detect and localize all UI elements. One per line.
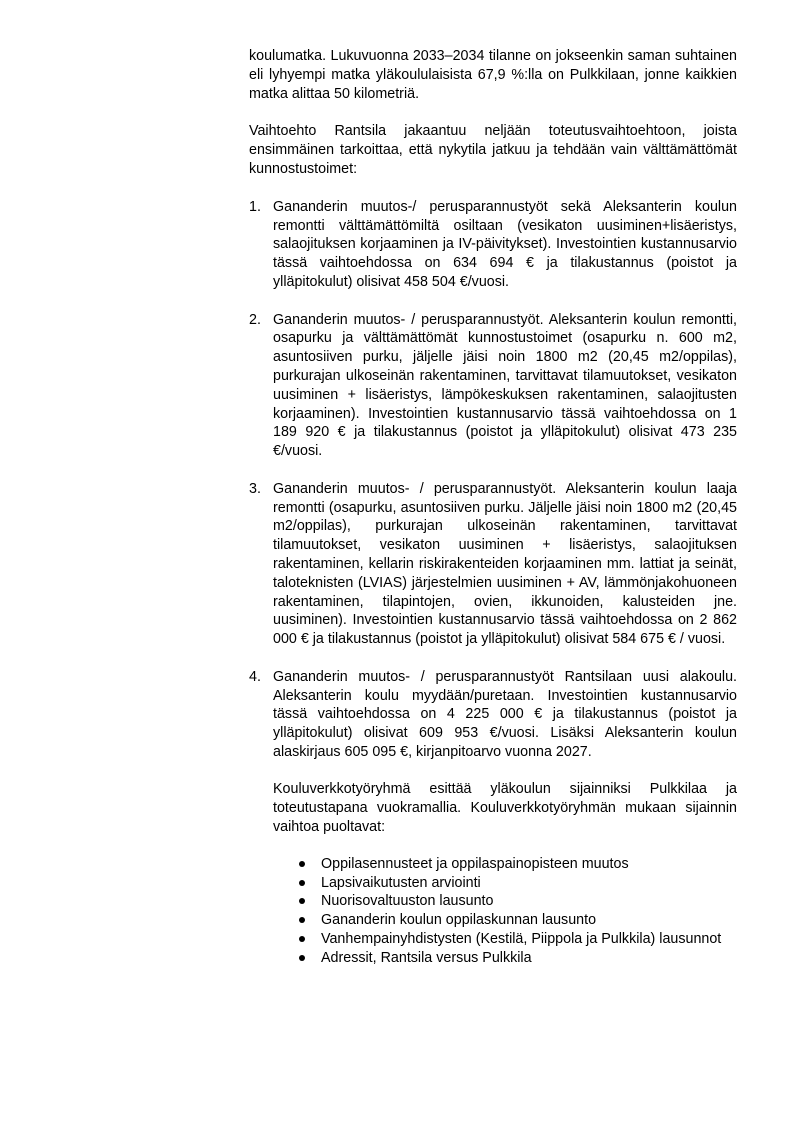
option-text: Gananderin muutos- / perusparannustyöt. Aleksanterin koulun remontti, osapurku ja välttämättömät kunnostustoimet (osapurku n. 600 m2, asuntosiiven purku, jäljelle jäisi noin 1800 m2 (20,45 m2/oppilas), purkurajan ulkoseinän rakentaminen, tarvittavat tilamuutokset, vesikaton uusiminen + lisäeristys, lämpökeskuksen rakentaminen, salaojitusten korjaaminen). Investointien kustannusarvio tässä vaihtoehdossa on 1 189 920 € ja tilakustannus (poistot ja ylläpitokulut) olisivat 473 235 €/vuosi.	[273, 311, 737, 460]
option-item-2	[249, 311, 737, 461]
reason-text: Nuorisovaltuuston lausunto	[321, 893, 494, 910]
reason-text: Gananderin koulun oppilaskunnan lausunto	[321, 912, 597, 929]
reason-text: Vanhempainyhdistysten (Kestilä, Piippola ja Pulkkila) lausunnot	[321, 931, 722, 948]
reason-item	[273, 911, 737, 930]
option-number: 2.	[249, 311, 261, 328]
intro-paragraph-1: koulumatka. Lukuvuonna 2033–2034 tilanne on jokseenkin saman suhtainen eli lyhyempi matka yläkoululaisista 67,9 %:lla on Pulkkilaan, jonne kaikkien matka alittaa 50 kilometriä.	[249, 48, 737, 102]
reason-item	[273, 874, 737, 893]
option-number: 3.	[249, 480, 261, 497]
reason-text: Lapsivaikutusten arviointi	[321, 874, 481, 891]
bullet-icon	[299, 861, 305, 867]
bullet-icon	[299, 936, 305, 942]
reasons-list	[273, 855, 737, 968]
reason-text: Oppilasennusteet ja oppilaspainopisteen muutos	[321, 855, 629, 872]
option-item-1	[249, 198, 737, 292]
proposal-paragraph: Kouluverkkotyöryhmä esittää yläkoulun sijainniksi Pulkkilaa ja toteutustapana vuokramallia. Kouluverkkotyöryhmän mukaan sijainnin vaihtoa puoltavat:	[273, 781, 737, 836]
reason-item	[273, 930, 737, 949]
option-item-4	[249, 668, 737, 968]
option-text: Gananderin muutos-/ perusparannustyöt sekä Aleksanterin koulun remontti välttämättömiltä osiltaan (vesikaton uusiminen+lisäeristys, salaojituksen korjaaminen ja IV-päivitykset). Investointien kustannusarvio tässä vaihtoehdossa on 634 694 € ja tilakustannus (poistot ja ylläpitokulut) olisivat 458 504 €/vuosi.	[273, 198, 737, 290]
option-item-3	[249, 480, 737, 649]
bullet-icon	[299, 955, 305, 961]
spacer	[249, 103, 737, 122]
bullet-icon	[299, 917, 305, 923]
reason-item	[273, 855, 737, 874]
reason-item	[273, 949, 737, 968]
reason-text: Adressit, Rantsila versus Pulkkila	[321, 949, 532, 966]
option-number: 4.	[249, 668, 261, 685]
reason-item	[273, 892, 737, 911]
bullet-icon	[299, 880, 305, 886]
options-list	[249, 198, 737, 968]
document-page	[249, 47, 737, 986]
intro-paragraph-2: Vaihtoehto Rantsila jakaantuu neljään toteutusvaihtoehtoon, joista ensimmäinen tarkoittaa, että nykytila jatkuu ja tehdään vain välttämättömät kunnostustoimet:	[249, 123, 737, 177]
option-text: Gananderin muutos- / perusparannustyöt. Aleksanterin koulun laaja remontti (osapurku, asuntosiiven purku. Jäljelle jäisi noin 1800 m2 (20,45 m2/oppilas), purkurajan ulkoseinän rakentaminen, tarvittavat tilamuutokset, vesikaton uusiminen + lisäeristys, salaojituksen rakentaminen, kellarin riskirakenteiden korjaaminen mm. lattiat ja seinät, taloteknisten (LVIAS) järjestelmien uusiminen + AV, lämmönjakohuoneen rakentaminen, tilapintojen, ovien, ikkunoiden, kalusteiden jne. uusiminen). Investointien kustannusarvio tässä vaihtoehdossa on 2 862 000 € ja tilakustannus (poistot ja ylläpitokulut) olisivat 584 675 € / vuosi.	[273, 480, 737, 648]
option-number: 1.	[249, 198, 261, 215]
spacer	[249, 179, 737, 198]
option-text: Gananderin muutos- / perusparannustyöt Rantsilaan uusi alakoulu. Aleksanterin koulu myydään/puretaan. Investointien kustannusarvio tässä vaihtoehdossa on 4 225 000 € ja tilakustannus (poistot ja ylläpitokulut) olisivat 609 953 €/vuosi. Lisäksi Aleksanterin koulun alaskirjaus 605 095 €, kirjanpitoarvo vuonna 2027.	[273, 668, 737, 760]
bullet-icon	[299, 898, 305, 904]
